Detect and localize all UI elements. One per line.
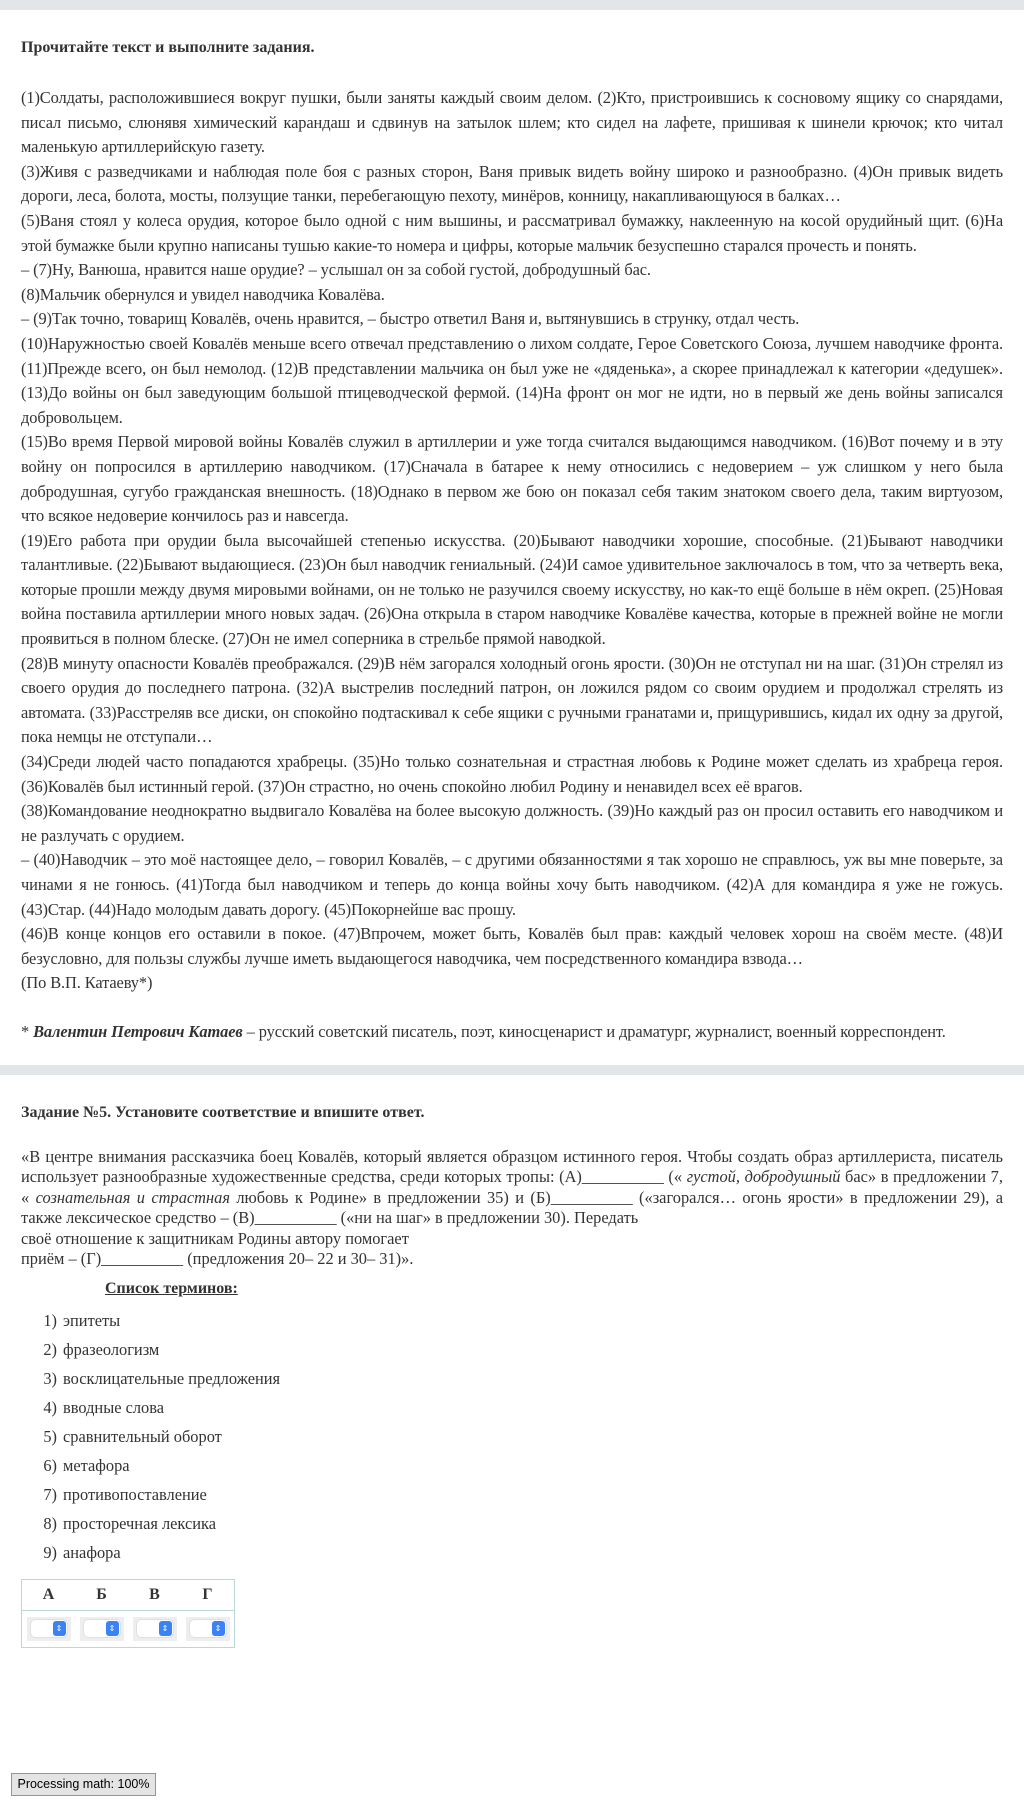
paragraph: – (40)Наводчик – это моё настоящее дело, – говорил Ковалёв, – с другими обязанностями я так хорошо не справлюсь, уж вы мне поверьте, за чинами я не гонюсь. (41)Тогда был наводчиком и теперь до конца войны хочу быть наводчиком. (42)А для командира я уже не гожусь. (43)Стар. (44)Надо молодым давать дорогу. (45)Покорнейше вас прошу.: [21, 850, 1003, 919]
terms-title: Список терминов:: [105, 1279, 238, 1297]
paragraph: (По В.П. Катаеву*): [21, 973, 153, 993]
paragraph: (3)Живя с разведчиками и наблюдая поле боя с разных сторон, Ваня привык видеть войну широко и разнообразно. (4)Он привык видеть дороги, леса, болота, мосты, ползущие танки, перебегающую пехоту, минёров, конницу, накапливающуюся в балках…: [21, 161, 1003, 206]
answer-select-А[interactable]: [27, 1617, 71, 1641]
paragraph: – (9)Так точно, товарищ Ковалёв, очень нравится, – быстро ответил Ваня и, вытянувшись в струнку, отдал честь.: [21, 309, 800, 329]
answer-select-Б[interactable]: [80, 1617, 124, 1641]
paragraph: (8)Мальчик обернулся и увидел наводчика Ковалёва.: [21, 284, 385, 304]
paragraph: (34)Среди людей часто попадаются храбрецы. (35)Но только сознательная и страстная любовь к Родине может сделать из храбреца героя. (36)Ковалёв был истинный герой. (37)Он страстно, но очень спокойно любил Родину и ненавидел всех её врагов.: [21, 752, 1003, 796]
term-item: 8) просторечная лексика: [43, 1513, 217, 1533]
paragraph: (19)Его работа при орудии была высочайшей степенью искусства. (20)Бывают наводчики хорошие, способные. (21)Бывают наводчики талантливые. (22)Бывают выдающиеся. (23)Он был наводчик гениальный. (24)И самое удивительное заключалось в том, что за четверть века, которые прошли между двумя мировыми войнами, он не только не разучился своему искусству, но как-то ещё больше в нём окреп. (25)Новая война поставила артиллерии много новых задач. (26)Она открыла в старом наводчике Ковалёве качества, которые в прежней войне не могли проявиться в полном блеске. (27)Он не имел соперника в стрельбе прямой наводкой.: [21, 530, 1003, 649]
answer-select-Г[interactable]: [186, 1617, 230, 1641]
chevron-updown-icon: ⇕: [53, 1621, 66, 1636]
term-item: 6) метафора: [43, 1455, 130, 1475]
paragraph: (28)В минуту опасности Ковалёв преображался. (29)В нём загорался холодный огонь ярости. (30)Он не отступал ни на шаг. (31)Он стрелял из своего орудия до последнего патрона. (32)А выстрелив последний патрон, он ложился рядом со своим орудием и продолжал стрелять из автомата. (33)Расстреляв все диски, он спокойно подтаскивал к себе ящики с ручными гранатами и, прищурившись, кидал их одну за другой, пока немцы не отступали…: [21, 653, 1003, 747]
task-heading: Задание №5. Установите соответствие и впишите ответ.: [21, 1103, 425, 1121]
answer-header: А: [22, 1579, 76, 1610]
term-item: 9) анафора: [43, 1542, 121, 1562]
reading-heading: Прочитайте текст и выполните задания.: [21, 39, 315, 56]
answer-select-В[interactable]: [133, 1617, 177, 1641]
paragraph: (15)Во время Первой мировой войны Ковалёв служил в артиллерии и уже тогда считался выдающимся наводчиком. (16)Вот почему и в эту войну он попросился в артиллерию наводчиком. (17)Сначала в батарее к нему относились с недоверием – уж слишком у него была добродушная, сугубо гражданская внешность. (18)Однако в первом же бою он показал себя таким знатоком своего дела, таким виртуозом, что всякое недоверие кончилось раз и навсегда.: [21, 432, 1003, 526]
term-item: 3) восклицательные предложения: [43, 1368, 281, 1388]
paragraph: (1)Солдаты, расположившиеся вокруг пушки, были заняты каждый своим делом. (2)Кто, пристроившись к сосновому ящику со снарядами, писал письмо, слюнявя химический карандаш и сдвинув на затылок шлем; кто сидел на лафете, пришивая к шинели крючок; кто читал маленькую артиллерийскую газету.: [21, 88, 1003, 157]
chevron-updown-icon: ⇕: [212, 1621, 225, 1636]
term-item: 2) фразеологизм: [43, 1339, 160, 1359]
paragraph: (46)В конце концов его оставили в покое. (47)Впрочем, может быть, Ковалёв был прав: каждый человек хорош на своём месте. (48)И безусловно, для пользы службы лучше иметь выдающегося наводчика, чем посредственного командира взвода…: [21, 924, 1003, 968]
author-name: Валентин Петрович Катаев: [33, 1021, 243, 1041]
top-bar: [0, 0, 1024, 10]
processing-math-status: Processing math: 100%: [11, 1773, 156, 1796]
chevron-updown-icon: ⇕: [106, 1621, 119, 1636]
paragraph: – (7)Ну, Ванюша, нравится наше орудие? – услышал он за собой густой, добродушный бас.: [21, 260, 651, 280]
term-item: 1) эпитеты: [43, 1310, 121, 1330]
paragraph: (5)Ваня стоял у колеса орудия, которое было одной с ним вышины, и рассматривал бумажку, наклеенную на косой орудийный щит. (6)На этой бумажке были крупно написаны тушью какие-то номера и цифры, которые мальчик безуспешно старался прочесть и понять.: [21, 210, 1003, 255]
paragraph: (10)Наружностью своей Ковалёв меньше всего отвечал представлению о лихом солдате, Герое Советского Союза, лучшем наводчике фронта. (11)Прежде всего, он был немолод. (12)В представлении мальчика он был уже не «дяденька», а скорее принадлежал к категории «дедушек». (13)До войны он был заведующим большой птицеводческой фермой. (14)На фронт он мог не идти, но в первый же день войны записался добровольцем.: [21, 333, 1003, 427]
answer-header: Г: [181, 1579, 235, 1610]
term-item: 5) сравнительный оборот: [43, 1426, 222, 1446]
answer-header: Б: [75, 1579, 128, 1610]
paragraph: (38)Командование неоднократно выдвигало Ковалёва на более высокую должность. (39)Но каждый раз он просил оставить его наводчиком и не разлучать с орудием.: [21, 801, 1003, 845]
terms-list: [21, 1306, 1003, 1567]
reading-text: [21, 86, 1003, 996]
task-text: «В центре внимания рассказчика боец Ковалёв, который является образцом истинного героя. Чтобы создать образ артиллериста, писатель использует разнообразные художественные средства, среди которых тропы: (А)__________ (« густой, добродушный бас» в предложении 7, « сознательная и страстная любовь к Родине» в предложении 35) и (Б)__________ («загорался… огонь ярости» в предложении 29), а также лексическое средство – (В)__________ («ни на шаг» в предложении 30). Передать своё отношение к защитникам Родины автору помогает приём – (Г)__________ (предложения 20– 22 и 30– 31)».: [21, 1146, 1003, 1269]
section-divider: [0, 1065, 1024, 1075]
task-section: [0, 1075, 1024, 1648]
term-item: 7) противопоставление: [43, 1484, 207, 1504]
term-item: 4) вводные слова: [43, 1397, 165, 1417]
answer-header: В: [128, 1579, 181, 1610]
chevron-updown-icon: ⇕: [159, 1621, 172, 1636]
footnote: * Валентин Петрович Катаев – русский советский писатель, поэт, киносценарист и драматург, журналист, военный корреспондент.: [21, 1021, 946, 1041]
answer-table: [21, 1579, 235, 1648]
reading-section: [0, 10, 1024, 1045]
